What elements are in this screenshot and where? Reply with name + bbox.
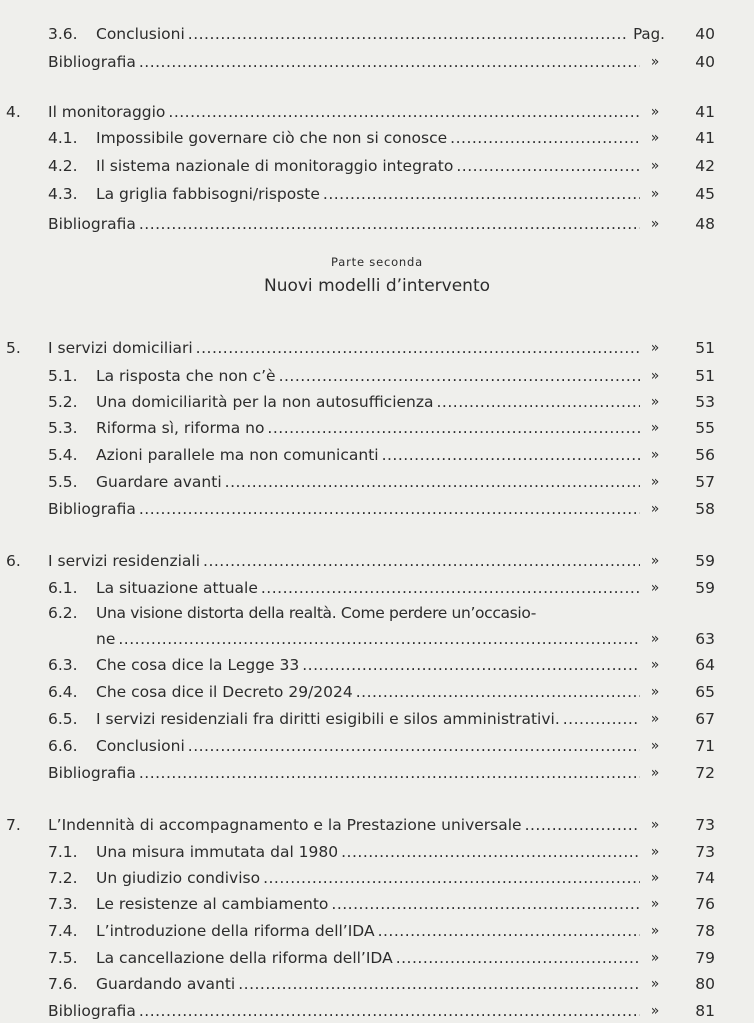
toc-entry	[0, 866, 740, 890]
toc-page-marker: »	[650, 216, 660, 232]
toc-leader-dots	[341, 840, 640, 864]
toc-entry-number: 7.	[6, 816, 21, 834]
toc-page-number: 42	[695, 157, 715, 175]
toc-entry-title: ne	[96, 630, 116, 648]
toc-entry-title: Una misura immutata dal 1980	[96, 843, 339, 861]
toc-page-number: 65	[695, 683, 715, 701]
toc-page-number: 73	[695, 843, 715, 861]
toc-entry	[0, 999, 740, 1023]
toc-page-marker: »	[650, 684, 660, 700]
toc-entry-number: 4.2.	[48, 157, 78, 175]
toc-entry-title: Riforma sì, riforma no	[96, 419, 265, 437]
toc-entry-number: 7.2.	[48, 869, 78, 887]
toc-entry-number: 6.1.	[48, 579, 78, 597]
toc-entry-number: 5.2.	[48, 393, 78, 411]
toc-page-number: 40	[695, 53, 715, 71]
toc-entry-title: Bibliografia	[48, 764, 136, 782]
toc-page-number: 40	[695, 25, 715, 43]
toc-entry-title: Conclusioni	[96, 737, 185, 755]
toc-page-number: 55	[695, 419, 715, 437]
toc-page-number: 73	[695, 816, 715, 834]
toc-leader-dots	[225, 470, 640, 494]
toc-entry-title: Una domiciliarità per la non autosufficienza	[96, 393, 434, 411]
toc-leader-dots	[263, 866, 640, 890]
toc-entry-title: La risposta che non c’è	[96, 367, 276, 385]
toc-page-marker: »	[650, 340, 660, 356]
toc-page-marker: »	[650, 54, 660, 70]
toc-entry-number: 6.4.	[48, 683, 78, 701]
toc-leader-dots	[238, 972, 640, 996]
toc-entry	[0, 813, 740, 837]
toc-entry-title: La cancellazione della riforma dell’IDA	[96, 949, 393, 967]
toc-leader-dots	[203, 549, 640, 573]
toc-entry-title: Azioni parallele ma non comunicanti	[96, 446, 379, 464]
toc-entry-title: I servizi residenziali	[48, 552, 201, 570]
toc-leader-dots	[378, 919, 640, 943]
toc-page-marker: »	[650, 1003, 660, 1019]
toc-page-marker: »	[650, 657, 660, 673]
toc-entry-number: 5.5.	[48, 473, 78, 491]
toc-entry	[0, 946, 740, 970]
toc-entry-number: 5.4.	[48, 446, 78, 464]
toc-entry	[0, 601, 740, 625]
toc-page-marker: »	[650, 580, 660, 596]
toc-entry	[0, 761, 740, 785]
toc-page-number: 56	[695, 446, 715, 464]
toc-page-marker: »	[650, 130, 660, 146]
toc-leader-dots	[563, 707, 640, 731]
toc-entry-title: La situazione attuale	[96, 579, 258, 597]
toc-entry	[0, 22, 740, 46]
toc-leader-dots	[139, 212, 640, 236]
toc-entry	[0, 892, 740, 916]
toc-entry-number: 4.3.	[48, 185, 78, 203]
toc-page-number: 41	[695, 129, 715, 147]
toc-entry	[0, 336, 740, 360]
part-label: Parte seconda	[331, 255, 423, 269]
toc-page-marker: »	[650, 420, 660, 436]
toc-page-number: 53	[695, 393, 715, 411]
toc-page-number: 59	[695, 552, 715, 570]
toc-entry-number: 3.6.	[48, 25, 78, 43]
toc-leader-dots	[139, 999, 640, 1023]
toc-entry	[0, 576, 740, 600]
toc-page-number: 78	[695, 922, 715, 940]
toc-entry	[0, 919, 740, 943]
toc-page-marker: »	[650, 817, 660, 833]
toc-page-number: 45	[695, 185, 715, 203]
toc-page-marker: »	[650, 844, 660, 860]
toc-page-marker: »	[650, 923, 660, 939]
toc-entry	[0, 470, 740, 494]
toc-entry-number: 6.5.	[48, 710, 78, 728]
toc-leader-dots	[188, 22, 626, 46]
toc-entry-title: Le resistenze al cambiamento	[96, 895, 329, 913]
toc-page-number: 64	[695, 656, 715, 674]
toc-page-marker: »	[650, 976, 660, 992]
toc-entry	[0, 416, 740, 440]
toc-entry-title: Una visione distorta della realtà. Come perdere un’occasio-	[96, 604, 537, 622]
toc-leader-dots	[139, 50, 640, 74]
toc-page-number: 41	[695, 103, 715, 121]
toc-entry-number: 7.1.	[48, 843, 78, 861]
toc-leader-dots	[139, 761, 640, 785]
toc-entry	[0, 653, 740, 677]
toc-page-marker: »	[650, 474, 660, 490]
toc-entry-title: I servizi residenziali fra diritti esigibili e silos amministrativi.	[96, 710, 560, 728]
toc-entry	[0, 390, 740, 414]
toc-leader-dots	[356, 680, 640, 704]
toc-entry	[0, 627, 740, 651]
toc-page-number: 67	[695, 710, 715, 728]
toc-entry	[0, 497, 740, 521]
toc-page-marker: »	[650, 950, 660, 966]
toc-entry-title: Bibliografia	[48, 1002, 136, 1020]
toc-leader-dots	[525, 813, 640, 837]
toc-entry-title: Guardando avanti	[96, 975, 236, 993]
toc-leader-dots	[396, 946, 640, 970]
toc-entry	[0, 154, 740, 178]
toc-page-marker: »	[650, 711, 660, 727]
toc-page-number: 74	[695, 869, 715, 887]
toc-page-number: 58	[695, 500, 715, 518]
toc-entry-title: Bibliografia	[48, 215, 136, 233]
toc-entry-number: 5.3.	[48, 419, 78, 437]
toc-entry-number: 7.5.	[48, 949, 78, 967]
toc-entry-title: Bibliografia	[48, 500, 136, 518]
toc-entry	[0, 549, 740, 573]
toc-entry-title: Il sistema nazionale di monitoraggio integrato	[96, 157, 454, 175]
toc-page-number: 51	[695, 367, 715, 385]
toc-leader-dots	[302, 653, 640, 677]
toc-entry-title: Che cosa dice la Legge 33	[96, 656, 300, 674]
toc-page-marker: »	[650, 104, 660, 120]
toc-entry-number: 7.4.	[48, 922, 78, 940]
toc-entry-number: 5.1.	[48, 367, 78, 385]
toc-page-marker: »	[650, 158, 660, 174]
toc-entry	[0, 680, 740, 704]
toc-page-number: 59	[695, 579, 715, 597]
toc-page-number: 72	[695, 764, 715, 782]
toc-leader-dots	[436, 390, 640, 414]
toc-page-number: 63	[695, 630, 715, 648]
toc-page-marker: »	[650, 394, 660, 410]
toc-entry	[0, 126, 740, 150]
toc-entry-title: I servizi domiciliari	[48, 339, 193, 357]
toc-page-number: 76	[695, 895, 715, 913]
toc-page-marker: »	[650, 186, 660, 202]
toc-leader-dots	[261, 576, 640, 600]
toc-entry-number: 7.6.	[48, 975, 78, 993]
toc-entry-number: 4.	[6, 103, 21, 121]
toc-entry-title: Conclusioni	[96, 25, 185, 43]
toc-entry-title: Bibliografia	[48, 53, 136, 71]
toc-entry	[0, 100, 740, 124]
toc-leader-dots	[279, 364, 640, 388]
toc-entry-number: 4.1.	[48, 129, 78, 147]
toc-entry	[0, 707, 740, 731]
toc-page-marker: »	[650, 765, 660, 781]
toc-entry-title: Il monitoraggio	[48, 103, 166, 121]
toc-leader-dots	[118, 627, 640, 651]
toc-leader-dots	[456, 154, 640, 178]
toc-leader-dots	[331, 892, 640, 916]
toc-entry-title: L’introduzione della riforma dell’IDA	[96, 922, 375, 940]
toc-page-marker: »	[650, 870, 660, 886]
toc-page-marker: Pag.	[633, 25, 665, 43]
toc-page-marker: »	[650, 447, 660, 463]
toc-page-marker: »	[650, 631, 660, 647]
toc-entry-title: Impossibile governare ciò che non si conosce	[96, 129, 448, 147]
toc-page-marker: »	[650, 553, 660, 569]
toc-entry-number: 6.2.	[48, 604, 78, 622]
toc-page-number: 51	[695, 339, 715, 357]
toc-leader-dots	[267, 416, 640, 440]
toc-entry-title: Un giudizio condiviso	[96, 869, 261, 887]
toc-entry-title: L’Indennità di accompagnamento e la Prestazione universale	[48, 816, 522, 834]
toc-entry	[0, 212, 740, 236]
toc-page-marker: »	[650, 368, 660, 384]
toc-page-number: 81	[695, 1002, 715, 1020]
toc-leader-dots	[168, 100, 640, 124]
toc-entry-title: La griglia fabbisogni/risposte	[96, 185, 320, 203]
toc-leader-dots	[196, 336, 640, 360]
toc-leader-dots	[382, 443, 640, 467]
toc-entry-number: 7.3.	[48, 895, 78, 913]
toc-page-number: 79	[695, 949, 715, 967]
toc-page-number: 57	[695, 473, 715, 491]
toc-entry-title: Guardare avanti	[96, 473, 222, 491]
toc-leader-dots	[139, 497, 640, 521]
toc-leader-dots	[188, 734, 640, 758]
toc-entry	[0, 50, 740, 74]
toc-entry	[0, 840, 740, 864]
toc-entry-number: 6.3.	[48, 656, 78, 674]
toc-entry	[0, 972, 740, 996]
toc-leader-dots	[323, 182, 640, 206]
toc-leader-dots	[450, 126, 640, 150]
toc-entry-number: 5.	[6, 339, 21, 357]
toc-page-marker: »	[650, 501, 660, 517]
toc-page-number: 71	[695, 737, 715, 755]
toc-page-number: 48	[695, 215, 715, 233]
part-title: Nuovi modelli d’intervento	[263, 276, 491, 296]
toc-entry-title: Che cosa dice il Decreto 29/2024	[96, 683, 353, 701]
toc-page-marker: »	[650, 738, 660, 754]
toc-page-number: 80	[695, 975, 715, 993]
toc-entry	[0, 364, 740, 388]
toc-entry-number: 6.	[6, 552, 21, 570]
toc-entry	[0, 734, 740, 758]
toc-entry	[0, 182, 740, 206]
toc-page-marker: »	[650, 896, 660, 912]
toc-entry-number: 6.6.	[48, 737, 78, 755]
toc-entry	[0, 443, 740, 467]
